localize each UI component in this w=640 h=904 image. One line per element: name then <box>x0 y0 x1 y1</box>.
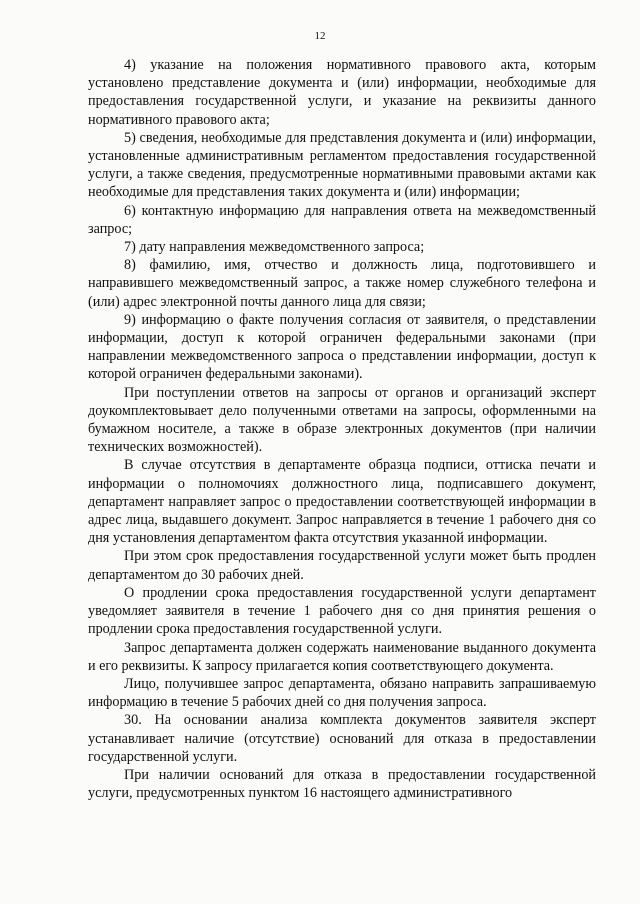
paragraph-response-deadline: Лицо, получившее запрос департамента, обязано направить запрашиваемую информацию в течение 5 рабочих дней со дня получения запроса. <box>88 675 596 711</box>
paragraph-extension-notice: О продлении срока предоставления государственной услуги департамент уведомляет заявителя в течение 1 рабочего дня со дня принятия решения о продлении срока предоставления государственной услуги. <box>88 584 596 638</box>
paragraph-refusal-grounds: При наличии оснований для отказа в предоставлении государственной услуги, предусмотренных пунктом 16 настоящего административного <box>88 766 596 802</box>
body-text <box>88 56 596 802</box>
paragraph-responses: При поступлении ответов на запросы от органов и организаций эксперт доукомплектовывает дело полученными ответами на запросы, оформленными на бумажном носителе, а также в образе электронных документов (при наличии технических возможностей). <box>88 384 596 456</box>
page-number: 12 <box>314 30 326 42</box>
paragraph-item-6: 6) контактную информацию для направления ответа на межведомственный запрос; <box>88 202 596 237</box>
paragraph-signature-sample: В случае отсутствия в департаменте образца подписи, оттиска печати и информации о полномочиях должностного лица, подписавшего документ, департамент направляет запрос о предоставлении соответствующей информации в адрес лица, выдавшего документ. Запрос направляется в течение 1 рабочего дня со дня установления департаментом факта отсутствия указанной информации. <box>88 457 596 547</box>
paragraph-item-30: 30. На основании анализа комплекта документов заявителя эксперт устанавливает наличие (отсутствие) оснований для отказа в предоставлении государственной услуги. <box>88 712 596 765</box>
paragraph-term-extension: При этом срок предоставления государственной услуги может быть продлен департаментом до 30 рабочих дней. <box>88 548 596 583</box>
paragraph-item-8: 8) фамилию, имя, отчество и должность лица, подготовившего и направившего межведомственный запрос, а также номер служебного телефона и (или) адрес электронной почты данного лица для связи; <box>88 257 596 310</box>
paragraph-item-9: 9) информацию о факте получения согласия от заявителя, о представлении информации, доступ к которой ограничен федеральными законами (при направлении межведомственного запроса о представлении информации, доступ к которой ограничен федеральными законами). <box>88 311 596 383</box>
paragraph-item-7: 7) дату направления межведомственного запроса; <box>124 239 425 256</box>
paragraph-item-4: 4) указание на положения нормативного правового акта, которым установлено представление документа и (или) информации, необходимые для предоставления государственной услуги, и указание на реквизиты данного нормативного правового акта; <box>88 57 596 128</box>
paragraph-item-5: 5) сведения, необходимые для представления документа и (или) информации, установленные административным регламентом предоставления государственной услуги, а также сведения, предусмотренные нормативными правовыми актами как необходимые для представления таких документа и (или) информации; <box>88 129 596 201</box>
paragraph-request-content: Запрос департамента должен содержать наименование выданного документа и его реквизиты. К запросу прилагается копия соответствующего документа. <box>88 639 596 674</box>
